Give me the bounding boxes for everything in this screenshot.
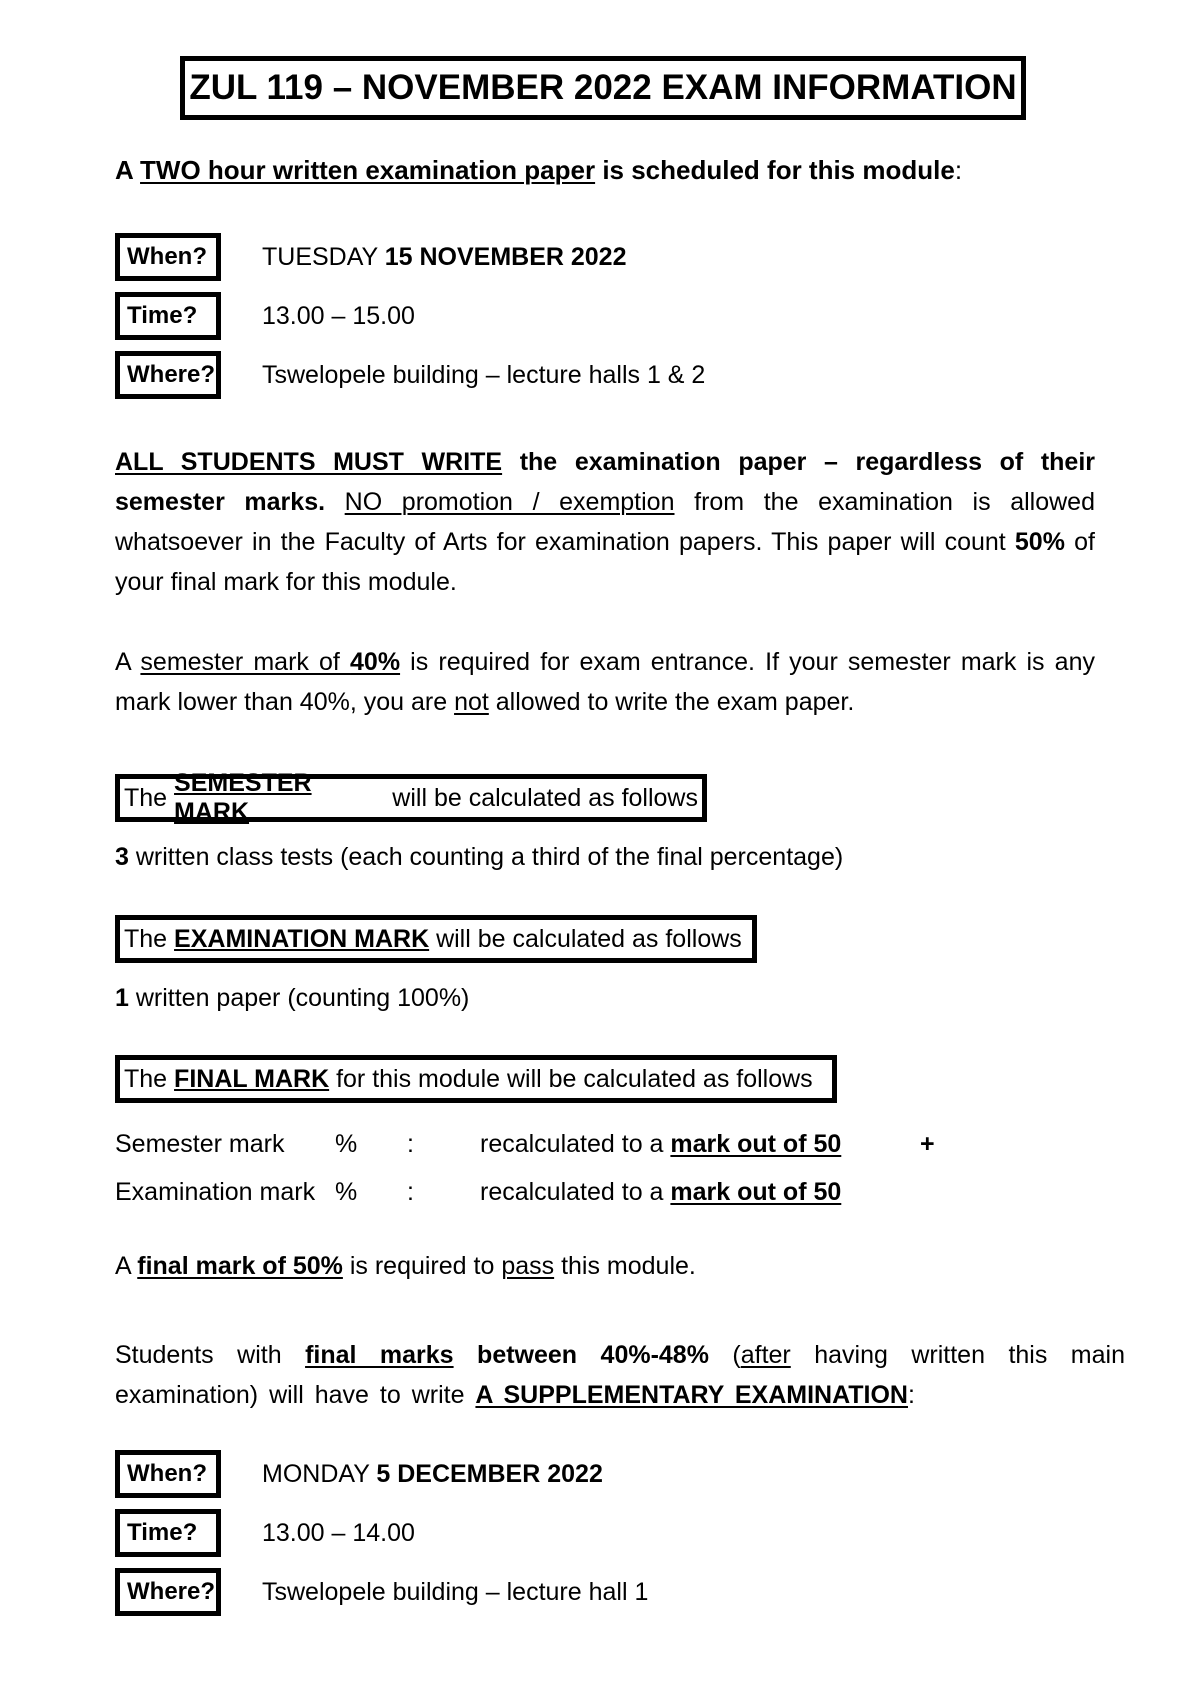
supp-students: Students with: [115, 1341, 306, 1369]
pass-rest: this module.: [554, 1252, 696, 1280]
supp-between: between 40%-48%: [453, 1341, 709, 1369]
final-row-colon: :: [407, 1130, 414, 1158]
supp-final-marks: final marks: [305, 1341, 454, 1369]
entrance-not: not: [454, 688, 489, 716]
supp-when-label: When?: [115, 1450, 221, 1498]
final-row-exam: [115, 1178, 1075, 1212]
entrance-semmark: semester mark of: [140, 648, 351, 676]
final-rest: for this module will be calculated as follows: [329, 1064, 813, 1093]
entrance-forty: 40%: [350, 648, 401, 676]
main-where-value: Tswelopele building – lecture halls 1 & 2: [262, 361, 706, 389]
main-when-label: When?: [115, 233, 221, 281]
rules-paragraph: [115, 442, 1095, 602]
supp-where-label: Where?: [115, 1568, 221, 1616]
page-title: ZUL 119 – NOVEMBER 2022 EXAM INFORMATION: [189, 68, 1017, 107]
exam-count: 1: [115, 984, 129, 1012]
entrance-paragraph: [115, 642, 1095, 722]
final-row-pct: %: [335, 1130, 358, 1158]
final-row-link: mark out of 50: [670, 1130, 842, 1158]
semester-mark-header: [115, 769, 707, 826]
count-rest: of your final mark for this module.: [115, 528, 1095, 596]
intro-rest: is scheduled for this module: [595, 155, 955, 185]
pass-line: [115, 1252, 696, 1281]
main-when-value: [262, 243, 627, 272]
main-where-label: Where?: [115, 351, 221, 399]
supp-time-value: 13.00 – 14.00: [262, 1519, 415, 1547]
main-when-day: TUESDAY: [262, 243, 385, 271]
supp-time-label: Time?: [115, 1509, 221, 1557]
exam-key: EXAMINATION MARK: [174, 924, 430, 953]
semester-rest: will be calculated as follows: [385, 783, 698, 812]
final-row-label: Semester mark: [115, 1130, 285, 1158]
supp-after: after: [740, 1341, 791, 1369]
semester-detail: [115, 843, 843, 872]
entrance-a: A: [115, 648, 141, 676]
supp-when-date: 5 DECEMBER 2022: [376, 1460, 603, 1488]
promotion-rest: from the examination is allowed whatsoever in the Faculty of Arts for examination papers. This paper will count: [115, 488, 1095, 556]
supp-rest: having written this main examination) will have to write: [115, 1341, 1125, 1409]
exam-detail-text: written paper (counting 100%): [128, 984, 470, 1012]
final-row-op: +: [920, 1130, 935, 1158]
supp-when-day: MONDAY: [262, 1460, 377, 1488]
intro-underlined: TWO hour written examination paper: [140, 155, 596, 185]
fifty-percent: 50%: [1014, 528, 1065, 556]
pass-a: A: [115, 1252, 138, 1280]
must-write-rest: the examination paper – regardless of their semester marks.: [115, 448, 1095, 516]
no-promotion: NO promotion / exemption: [344, 488, 675, 516]
entrance-rest2: allowed to write the exam paper.: [488, 688, 855, 716]
final-row-pct: %: [335, 1178, 358, 1206]
supp-colon: :: [907, 1381, 915, 1409]
semester-count: 3: [115, 843, 129, 871]
main-when-date: 15 NOVEMBER 2022: [384, 243, 627, 271]
main-time-label: Time?: [115, 292, 221, 340]
exam-the: The: [124, 924, 168, 953]
final-row-text: recalculated to a mark out of 50: [480, 1178, 842, 1206]
supp-exam: A SUPPLEMENTARY EXAMINATION: [475, 1381, 908, 1409]
page-title-box: [180, 56, 1026, 120]
entrance-rest1: is required for exam entrance. If your semester mark is any mark lower than 40%, you are: [115, 648, 1095, 716]
final-mark-header: [115, 1055, 837, 1103]
pass-final: final mark of 50%: [137, 1252, 343, 1280]
intro-colon: :: [954, 155, 963, 185]
exam-detail: [115, 984, 469, 1013]
semester-detail-text: written class tests (each counting a third of the final percentage): [128, 843, 844, 871]
final-key: FINAL MARK: [174, 1064, 330, 1093]
supp-paragraph: [115, 1335, 1125, 1415]
final-row-semester: [115, 1130, 1075, 1164]
supp-when-value: [262, 1460, 603, 1489]
exam-mark-header: [115, 915, 757, 963]
semester-the: The: [124, 783, 168, 812]
supp-paren: (: [708, 1341, 741, 1369]
final-row-link: mark out of 50: [670, 1178, 842, 1206]
must-write: ALL STUDENTS MUST WRITE: [115, 448, 503, 476]
semester-key: SEMESTER MARK: [174, 769, 312, 826]
exam-rest: will be calculated as follows: [429, 924, 742, 953]
intro-line: [115, 155, 962, 186]
final-row-text: recalculated to a mark out of 50: [480, 1130, 842, 1158]
intro-a: A: [115, 155, 141, 185]
final-row-colon: :: [407, 1178, 414, 1206]
supp-where-value: Tswelopele building – lecture hall 1: [262, 1578, 649, 1606]
pass-word: pass: [501, 1252, 555, 1280]
main-time-value: 13.00 – 15.00: [262, 302, 415, 330]
final-row-label: Examination mark: [115, 1178, 316, 1206]
final-the: The: [124, 1064, 168, 1093]
pass-mid: is required to: [342, 1252, 502, 1280]
